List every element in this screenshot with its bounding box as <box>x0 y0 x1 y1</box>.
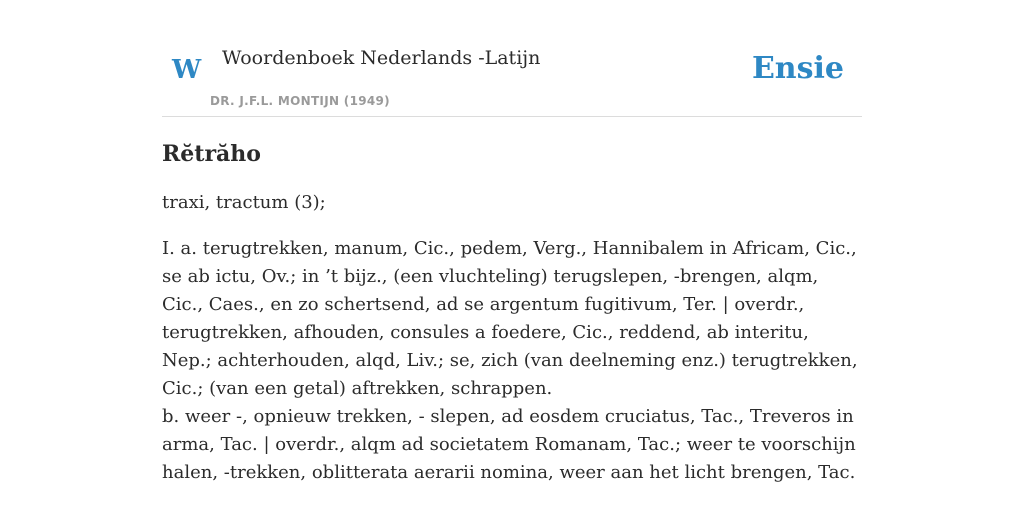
ensie-logo[interactable]: Ensie <box>751 51 844 86</box>
dictionary-title[interactable]: Woordenboek Nederlands -Latijn <box>222 47 541 69</box>
dictionary-author: DR. J.F.L. MONTIJN (1949) <box>210 94 390 108</box>
definition-sense-a: I. a. terugtrekken, manum, Cic., pedem, Verg., Hannibalem in Africam, Cic., se ab ictu, Ov.; in ’t bijz., (een vluchteling) terugslepen, -brengen, alqm, Cic., Caes., en zo schertsend, ad se argentum fugitivum, Ter. | overdr., terugtrekken, afhouden, consules a foedere, Cic., reddend, ab interitu, Nep.; achterhouden, alqd, Liv.; se, zich (van deelneming enz.) terugtrekken, Cic.; (van een getal) aftrekken, schrappen. <box>162 238 858 399</box>
entry-headword: Rĕtrăho <box>162 141 261 167</box>
definition-sense-b: b. weer -, opnieuw trekken, - slepen, ad eosdem cruciatus, Tac., Treveros in arma, Tac. | overdr., alqm ad societatem Romanam, Tac.; weer te voorschijn halen, -trekken, oblitterata aerarii nomina, weer aan het licht brengen, Tac. <box>162 406 856 483</box>
dictionary-logo-icon[interactable]: W <box>172 55 202 85</box>
entry-forms: traxi, tractum (3); <box>162 192 326 213</box>
dictionary-header <box>162 0 862 117</box>
entry-definition <box>162 235 862 487</box>
entry-content <box>162 137 862 487</box>
